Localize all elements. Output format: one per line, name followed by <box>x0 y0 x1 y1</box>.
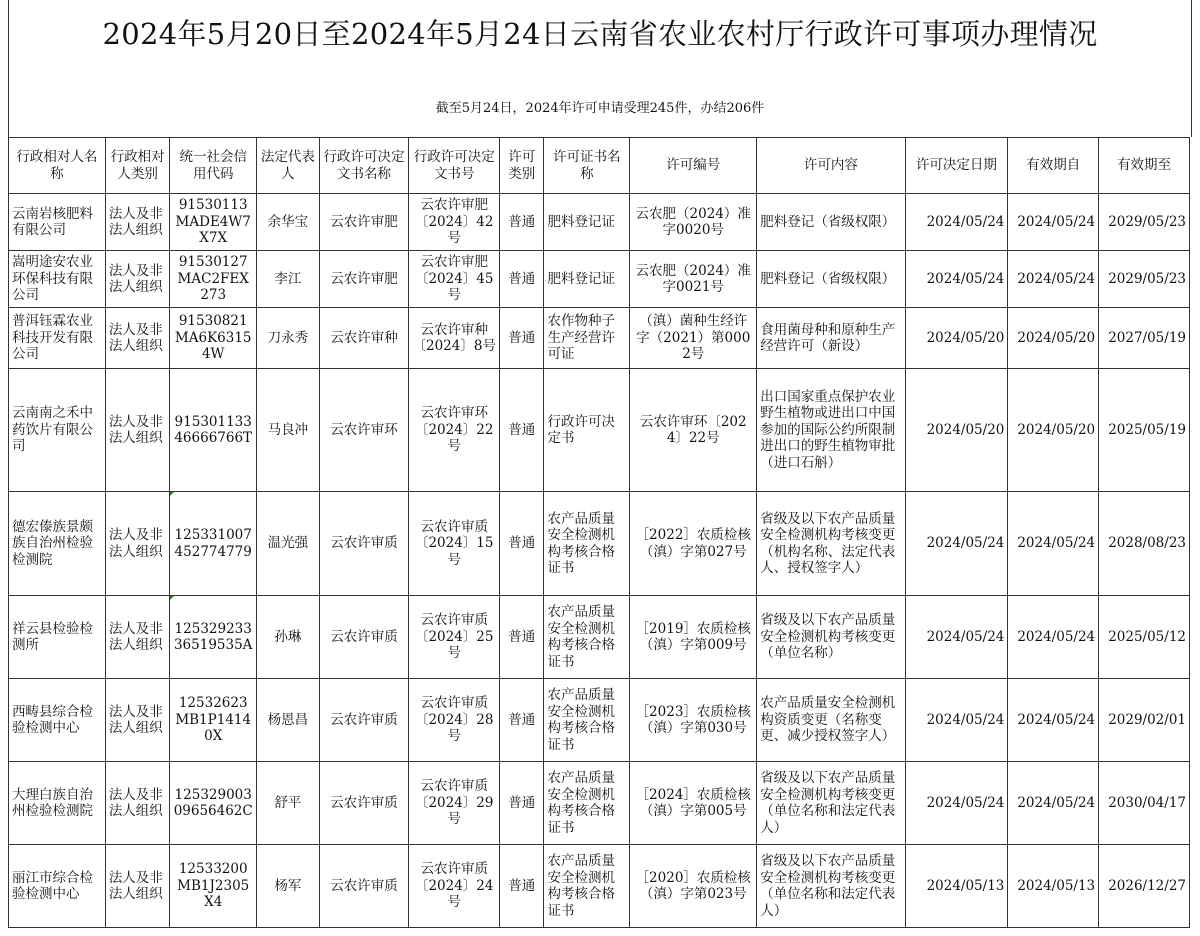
cell-decision-date: 2024/05/24 <box>905 492 1008 596</box>
cell-permit-content: 省级及以下农产品质量安全检测机构考核变更（机构名称、法定代表人、授权签字人） <box>757 492 905 596</box>
cell-doc-number: 云农许审质〔2024〕25号 <box>409 596 500 679</box>
cell-decision-date: 2024/05/24 <box>905 596 1008 679</box>
cell-entity-name: 普洱钰霖农业科技开发有限公司 <box>9 308 106 369</box>
cell-legal-rep: 舒平 <box>257 762 320 845</box>
cell-doc-name: 云农许审质 <box>319 762 409 845</box>
cell-decision-date: 2024/05/20 <box>905 308 1008 369</box>
table-row <box>9 369 1190 492</box>
cell-valid-to: 2030/04/17 <box>1099 762 1190 845</box>
cell-permit-number: （滇）菌种生经许字（2021）第0002号 <box>630 308 757 369</box>
cell-decision-date: 2024/05/20 <box>905 369 1008 492</box>
cell-valid-to: 2029/05/23 <box>1099 251 1190 308</box>
cell-doc-number: 云农许审肥〔2024〕45号 <box>409 251 500 308</box>
cell-entity-name: 西畴县综合检验检测中心 <box>9 679 106 762</box>
cell-decision-date: 2024/05/24 <box>905 194 1008 251</box>
cell-permit-category: 普通 <box>500 679 544 762</box>
cell-doc-number: 云农许审质〔2024〕28号 <box>409 679 500 762</box>
cell-doc-number: 云农许审肥〔2024〕42号 <box>409 194 500 251</box>
cell-entity-type: 法人及非法人组织 <box>105 492 170 596</box>
column-header: 有效期自 <box>1008 138 1099 194</box>
cell-certificate-name: 农作物种子生产经营许可证 <box>544 308 630 369</box>
cell-permit-number: ［2019］农质检核（滇）字第009号 <box>630 596 757 679</box>
cell-credit-code: 91530113346666766T <box>170 369 257 492</box>
cell-valid-from: 2024/05/24 <box>1008 492 1099 596</box>
cell-legal-rep: 孙琳 <box>257 596 320 679</box>
title-area <box>8 0 1192 137</box>
cell-permit-category: 普通 <box>500 596 544 679</box>
cell-doc-name: 云农许审质 <box>319 492 409 596</box>
column-header: 行政相对人类别 <box>105 138 170 194</box>
cell-legal-rep: 余华宝 <box>257 194 320 251</box>
column-header: 有效期至 <box>1099 138 1190 194</box>
cell-permit-content: 肥料登记（省级权限） <box>757 194 905 251</box>
column-header: 许可类别 <box>500 138 544 194</box>
cell-valid-from: 2024/05/24 <box>1008 251 1099 308</box>
document-page <box>8 0 1190 930</box>
cell-doc-name: 云农许审肥 <box>319 194 409 251</box>
cell-valid-to: 2028/08/23 <box>1099 492 1190 596</box>
cell-permit-number: ［2024］农质检核（滇）字第005号 <box>630 762 757 845</box>
cell-valid-from: 2024/05/20 <box>1008 308 1099 369</box>
cell-doc-name: 云农许审质 <box>319 845 409 928</box>
cell-entity-type: 法人及非法人组织 <box>105 762 170 845</box>
cell-entity-type: 法人及非法人组织 <box>105 308 170 369</box>
cell-entity-type: 法人及非法人组织 <box>105 369 170 492</box>
cell-permit-category: 普通 <box>500 492 544 596</box>
cell-permit-content: 农产品质量安全检测机构资质变更（名称变更、减少授权签字人） <box>757 679 905 762</box>
table-row <box>9 308 1190 369</box>
cell-certificate-name: 农产品质量安全检测机构考核合格证书 <box>544 492 630 596</box>
cell-legal-rep: 杨恩昌 <box>257 679 320 762</box>
cell-permit-content: 省级及以下农产品质量安全检测机构考核变更（单位名称和法定代表人） <box>757 845 905 928</box>
cell-credit-code: 91530821MA6K63154W <box>170 308 257 369</box>
cell-valid-from: 2024/05/24 <box>1008 679 1099 762</box>
cell-entity-type: 法人及非法人组织 <box>105 194 170 251</box>
cell-doc-name: 云农许审质 <box>319 596 409 679</box>
cell-valid-to: 2027/05/19 <box>1099 308 1190 369</box>
cell-legal-rep: 杨军 <box>257 845 320 928</box>
cell-doc-number: 云农许审质〔2024〕24号 <box>409 845 500 928</box>
table-header-row <box>9 138 1190 194</box>
cell-certificate-name: 肥料登记证 <box>544 194 630 251</box>
table-row <box>9 596 1190 679</box>
cell-legal-rep: 李江 <box>257 251 320 308</box>
table-row <box>9 251 1190 308</box>
column-header: 行政相对人名称 <box>9 138 106 194</box>
table-row <box>9 679 1190 762</box>
cell-decision-date: 2024/05/13 <box>905 845 1008 928</box>
cell-valid-from: 2024/05/13 <box>1008 845 1099 928</box>
cell-valid-to: 2025/05/19 <box>1099 369 1190 492</box>
cell-entity-type: 法人及非法人组织 <box>105 251 170 308</box>
cell-entity-name: 嵩明途安农业环保科技有限公司 <box>9 251 106 308</box>
cell-certificate-name: 肥料登记证 <box>544 251 630 308</box>
cell-valid-from: 2024/05/24 <box>1008 194 1099 251</box>
column-header: 许可编号 <box>630 138 757 194</box>
cell-permit-category: 普通 <box>500 251 544 308</box>
cell-credit-code: 91530113MADE4W7X7X <box>170 194 257 251</box>
cell-doc-name: 云农许审质 <box>319 679 409 762</box>
table-row <box>9 845 1190 928</box>
cell-entity-name: 大理白族自治州检验检测院 <box>9 762 106 845</box>
cell-doc-number: 云农许审质〔2024〕15号 <box>409 492 500 596</box>
column-header: 行政许可决定文书号 <box>409 138 500 194</box>
cell-permit-number: ［2023］农质检核（滇）字第030号 <box>630 679 757 762</box>
cell-certificate-name: 农产品质量安全检测机构考核合格证书 <box>544 762 630 845</box>
cell-permit-content: 省级及以下农产品质量安全检测机构考核变更（单位名称） <box>757 596 905 679</box>
column-header: 许可证书名称 <box>544 138 630 194</box>
cell-permit-number: 云农肥（2024）准字0020号 <box>630 194 757 251</box>
cell-certificate-name: 农产品质量安全检测机构考核合格证书 <box>544 679 630 762</box>
cell-entity-type: 法人及非法人组织 <box>105 845 170 928</box>
cell-doc-number: 云农许审环〔2024〕22号 <box>409 369 500 492</box>
cell-legal-rep: 温光强 <box>257 492 320 596</box>
cell-legal-rep: 马良冲 <box>257 369 320 492</box>
cell-credit-code: 12532923336519535A <box>170 596 257 679</box>
cell-credit-code: 12532900309656462C <box>170 762 257 845</box>
cell-permit-number: ［2020］农质检核（滇）字第023号 <box>630 845 757 928</box>
cell-credit-code: 12533100745277477​9 <box>170 492 257 596</box>
column-header: 统一社会信用代码 <box>170 138 257 194</box>
cell-valid-to: 2029/05/23 <box>1099 194 1190 251</box>
cell-permit-number: 云农许审环〔2024〕22号 <box>630 369 757 492</box>
cell-entity-name: 德宏傣族景颇族自治州检验检测院 <box>9 492 106 596</box>
cell-doc-name: 云农许审肥 <box>319 251 409 308</box>
cell-permit-content: 出口国家重点保护农业野生植物或进出口中国参加的国际公约所限制进出口的野生植物审批（进口石斛） <box>757 369 905 492</box>
cell-permit-content: 肥料登记（省级权限） <box>757 251 905 308</box>
cell-permit-number: ［2022］农质检核（滇）字第027号 <box>630 492 757 596</box>
column-header: 法定代表人 <box>257 138 320 194</box>
cell-entity-type: 法人及非法人组织 <box>105 596 170 679</box>
cell-permit-category: 普通 <box>500 194 544 251</box>
cell-valid-to: 2029/02/01 <box>1099 679 1190 762</box>
cell-credit-code: 91530127MAC2FEX273 <box>170 251 257 308</box>
cell-certificate-name: 行政许可决定书 <box>544 369 630 492</box>
cell-permit-category: 普通 <box>500 762 544 845</box>
cell-doc-name: 云农许审环 <box>319 369 409 492</box>
cell-permit-category: 普通 <box>500 308 544 369</box>
column-header: 许可内容 <box>757 138 905 194</box>
document-subtitle: 截至5月24日，2024年许可申请受理245件，办结206件 <box>435 101 765 116</box>
cell-valid-to: 2025/05/12 <box>1099 596 1190 679</box>
cell-decision-date: 2024/05/24 <box>905 762 1008 845</box>
cell-credit-code: 12532623MB1P14140X <box>170 679 257 762</box>
cell-valid-to: 2026/12/27 <box>1099 845 1190 928</box>
cell-permit-category: 普通 <box>500 845 544 928</box>
cell-legal-rep: 刀永秀 <box>257 308 320 369</box>
permit-table <box>8 137 1190 928</box>
cell-decision-date: 2024/05/24 <box>905 679 1008 762</box>
table-row <box>9 492 1190 596</box>
cell-permit-content: 省级及以下农产品质量安全检测机构考核变更（单位名称和法定代表人） <box>757 762 905 845</box>
cell-credit-code: 12533200MB1J2305X4 <box>170 845 257 928</box>
cell-valid-from: 2024/05/24 <box>1008 596 1099 679</box>
cell-valid-from: 2024/05/24 <box>1008 762 1099 845</box>
table-body <box>9 194 1190 928</box>
table-row <box>9 194 1190 251</box>
cell-permit-number: 云农肥（2024）准字0021号 <box>630 251 757 308</box>
cell-certificate-name: 农产品质量安全检测机构考核合格证书 <box>544 845 630 928</box>
cell-entity-name: 云南岩核肥料有限公司 <box>9 194 106 251</box>
table-row <box>9 762 1190 845</box>
cell-entity-name: 祥云县检验检测所 <box>9 596 106 679</box>
cell-doc-number: 云农许审种〔2024〕8号 <box>409 308 500 369</box>
column-header: 许可决定日期 <box>905 138 1008 194</box>
document-title: 2024年5月20日至2024年5月24日云南省农业农村厅行政许可事项办理情况 <box>102 17 1098 51</box>
cell-entity-name: 丽江市综合检验检测中心 <box>9 845 106 928</box>
cell-certificate-name: 农产品质量安全检测机构考核合格证书 <box>544 596 630 679</box>
cell-permit-content: 食用菌母种和原种生产经营许可（新设） <box>757 308 905 369</box>
column-header: 行政许可决定文书名称 <box>319 138 409 194</box>
cell-doc-number: 云农许审质〔2024〕29号 <box>409 762 500 845</box>
cell-entity-name: 云南南之禾中药饮片有限公司 <box>9 369 106 492</box>
cell-entity-type: 法人及非法人组织 <box>105 679 170 762</box>
cell-valid-from: 2024/05/20 <box>1008 369 1099 492</box>
cell-permit-category: 普通 <box>500 369 544 492</box>
cell-doc-name: 云农许审种 <box>319 308 409 369</box>
cell-decision-date: 2024/05/24 <box>905 251 1008 308</box>
